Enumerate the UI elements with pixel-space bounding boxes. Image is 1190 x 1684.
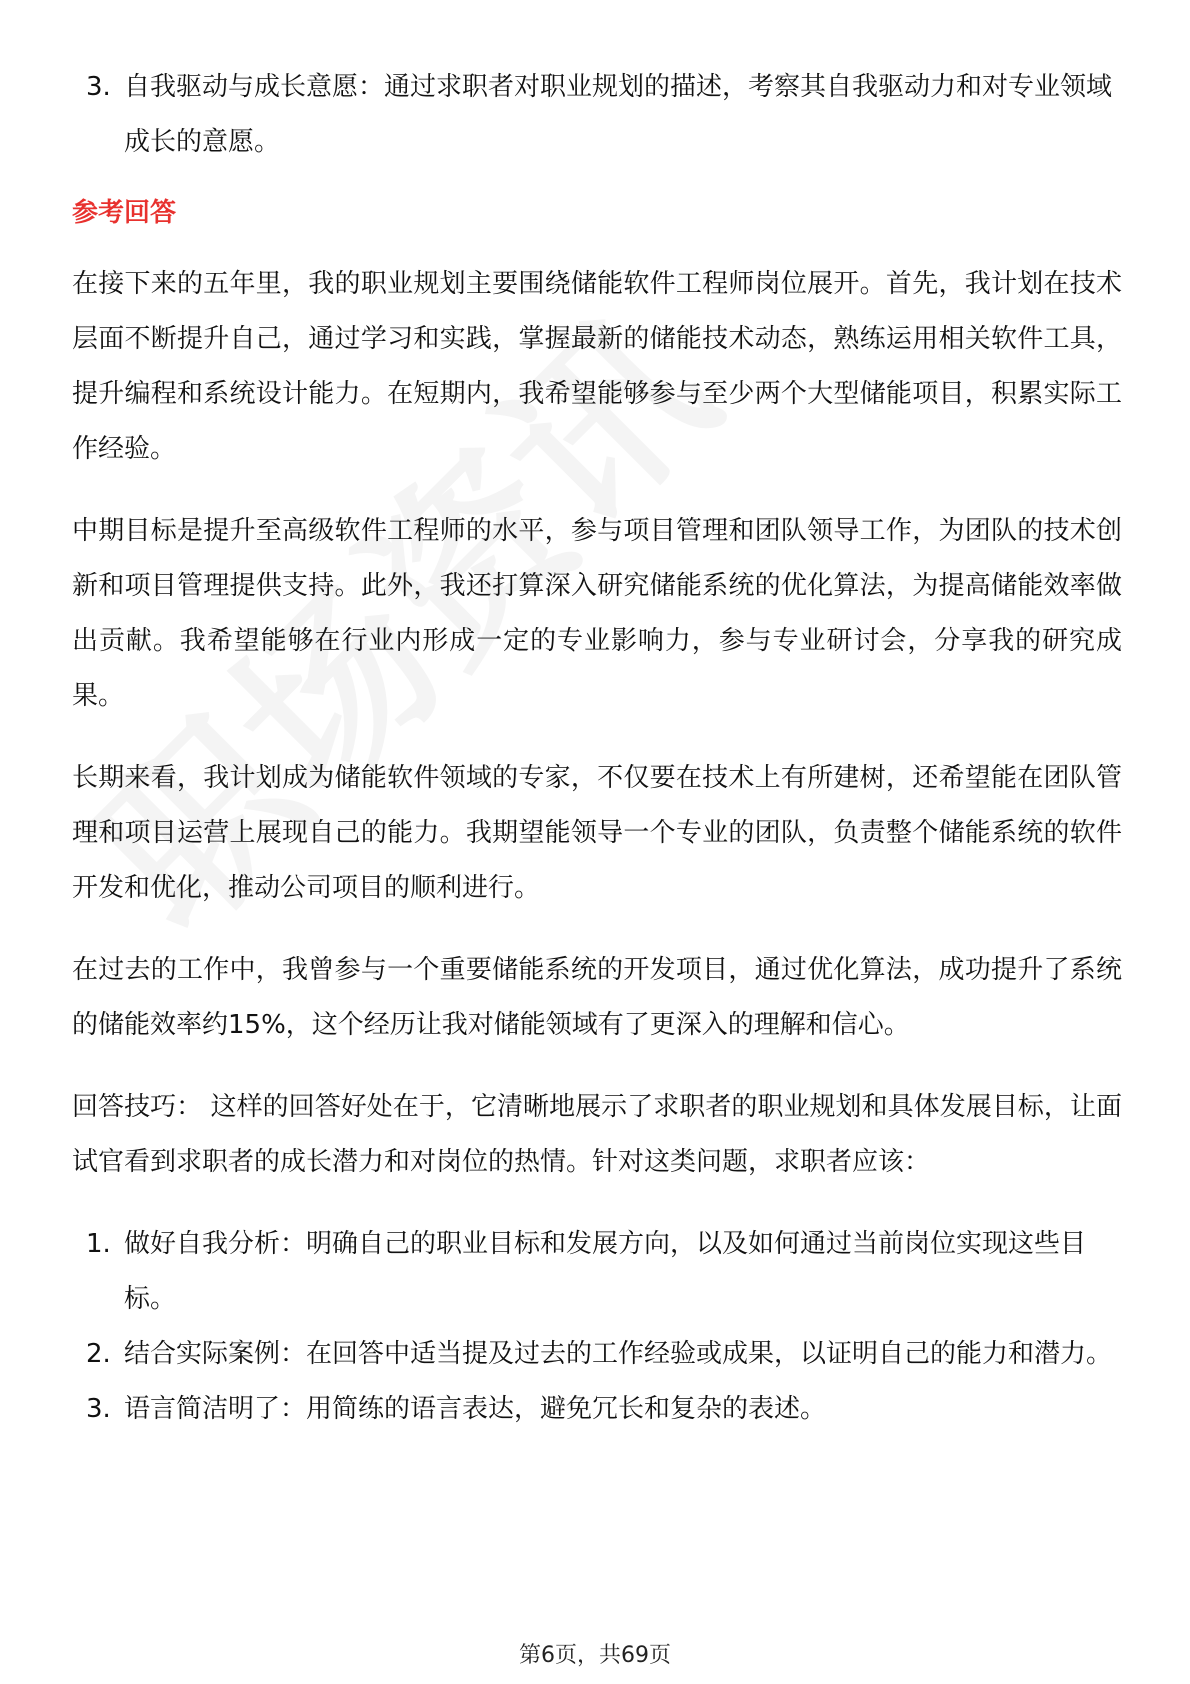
list-text: 自我驱动与成长意愿：通过求职者对职业规划的描述，考察其自我驱动力和对专业领域成长的意愿。 [124,72,1113,157]
paragraph-tips-intro: 回答技巧： 这样的回答好处在于，它清晰地展示了求职者的职业规划和具体发展目标，让面试官看到求职者的成长潜力和对岗位的热情。针对这类问题，求职者应该： [72,1092,1122,1177]
list-item [72,1382,1122,1437]
list-item [72,60,1122,170]
list-number: 3. [86,1394,111,1424]
top-list [72,60,1122,170]
document-page [72,60,1122,1437]
page-footer: 第6页，共69页 [519,1643,671,1668]
paragraph-3: 长期来看，我计划成为储能软件领域的专家，不仅要在技术上有所建树，还希望能在团队管理和项目运营上展现自己的能力。我期望能领导一个专业的团队，负责整个储能系统的软件开发和优化，推动公司项目的顺利进行。 [72,763,1122,903]
list-text: 结合实际案例：在回答中适当提及过去的工作经验或成果，以证明自己的能力和潜力。 [124,1339,1113,1369]
list-text: 做好自我分析：明确自己的职业目标和发展方向，以及如何通过当前岗位实现这些目标。 [124,1229,1087,1314]
list-number: 1. [86,1229,111,1259]
paragraph-2: 中期目标是提升至高级软件工程师的水平，参与项目管理和团队领导工作，为团队的技术创新和项目管理提供支持。此外，我还打算深入研究储能系统的优化算法，为提高储能效率做出贡献。我希望能够在行业内形成一定的专业影响力，参与专业研讨会，分享我的研究成果。 [72,516,1122,711]
list-text: 语言简洁明了：用简练的语言表达，避免冗长和复杂的表述。 [124,1394,827,1424]
section-heading: 参考回答 [72,198,177,228]
list-number: 2. [86,1339,111,1369]
list-number: 3. [86,72,111,102]
list-item [72,1327,1122,1382]
paragraph-1: 在接下来的五年里，我的职业规划主要围绕储能软件工程师岗位展开。首先，我计划在技术层面不断提升自己，通过学习和实践，掌握最新的储能技术动态，熟练运用相关软件工具，提升编程和系统设计能力。在短期内，我希望能够参与至少两个大型储能项目，积累实际工作经验。 [72,269,1122,464]
paragraph-4: 在过去的工作中，我曾参与一个重要储能系统的开发项目，通过优化算法，成功提升了系统的储能效率约15%，这个经历让我对储能领域有了更深入的理解和信心。 [72,955,1122,1040]
list-item [72,1217,1122,1327]
tips-list [72,1217,1122,1437]
